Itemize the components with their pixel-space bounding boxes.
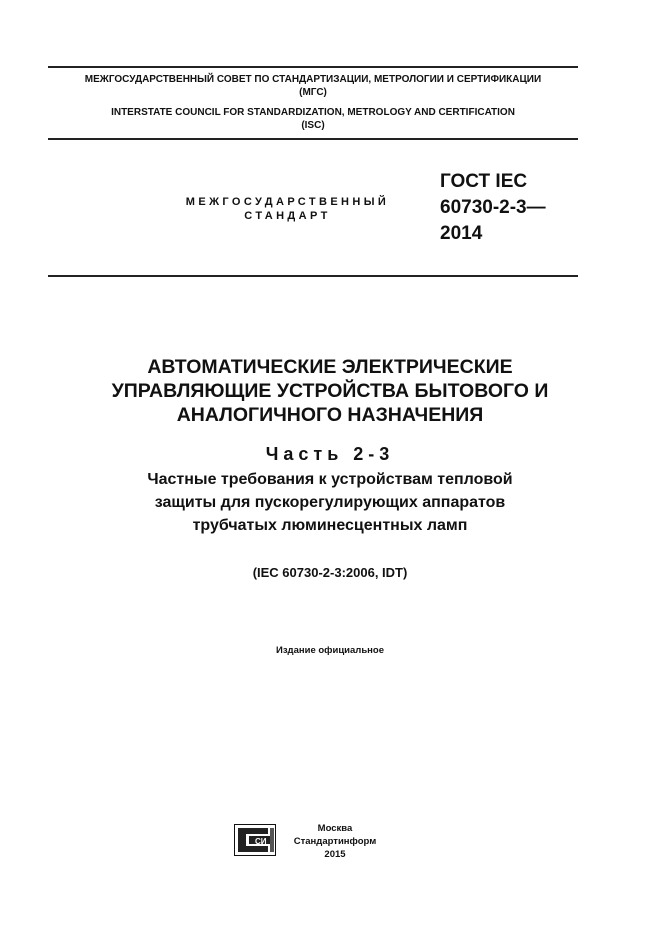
document-title [40, 355, 620, 427]
title-line2: УПРАВЛЯЮЩИЕ УСТРОЙСТВА БЫТОВОГО И [111, 380, 549, 402]
council-name-en: INTERSTATE COUNCIL FOR STANDARDIZATION, METROLOGY AND CERTIFICATION [111, 107, 515, 118]
iec-reference: (IEC 60730-2-3:2006, IDT) [252, 565, 408, 580]
designation-line3: 2014 [440, 223, 483, 244]
designation-line2: 60730-2-3— [440, 197, 546, 218]
council-abbr-ru: (МГС) [299, 87, 327, 98]
part-number: Часть 2-3 [265, 444, 395, 464]
standard-kind-line2: СТАНДАРТ [244, 210, 331, 222]
title-line3: АНАЛОГИЧНОГО НАЗНАЧЕНИЯ [176, 404, 484, 426]
svg-text:СИ: СИ [255, 837, 267, 846]
standartinform-logo-icon [234, 824, 276, 856]
subtitle-line1: Частные требования к устройствам тепловой [147, 471, 513, 488]
edition-label: Издание официальное [276, 645, 384, 656]
top-rule [48, 66, 578, 68]
subtitle-line3: трубчатых люминесцентных ламп [192, 517, 468, 534]
standard-designation [440, 169, 590, 247]
publisher-city: Москва [317, 823, 353, 834]
designation-rule [48, 275, 578, 277]
publisher-info [280, 822, 390, 861]
document-subtitle [40, 468, 620, 537]
designation-line1: ГОСТ IEC [440, 171, 528, 192]
title-line1: АВТОМАТИЧЕСКИЕ ЭЛЕКТРИЧЕСКИЕ [147, 356, 513, 378]
council-name-ru: МЕЖГОСУДАРСТВЕННЫЙ СОВЕТ ПО СТАНДАРТИЗАЦИИ, МЕТРОЛОГИИ И СЕРТИФИКАЦИИ [84, 74, 542, 85]
subtitle-line2: защиты для пускорегулирующих аппаратов [154, 494, 506, 511]
header-rule [48, 138, 578, 140]
publisher-name: Стандартинформ [293, 836, 377, 847]
publisher-year: 2015 [324, 849, 346, 860]
council-abbr-en: (ISC) [301, 120, 325, 131]
standard-kind-line1: МЕЖГОСУДАРСТВЕННЫЙ [185, 196, 390, 208]
